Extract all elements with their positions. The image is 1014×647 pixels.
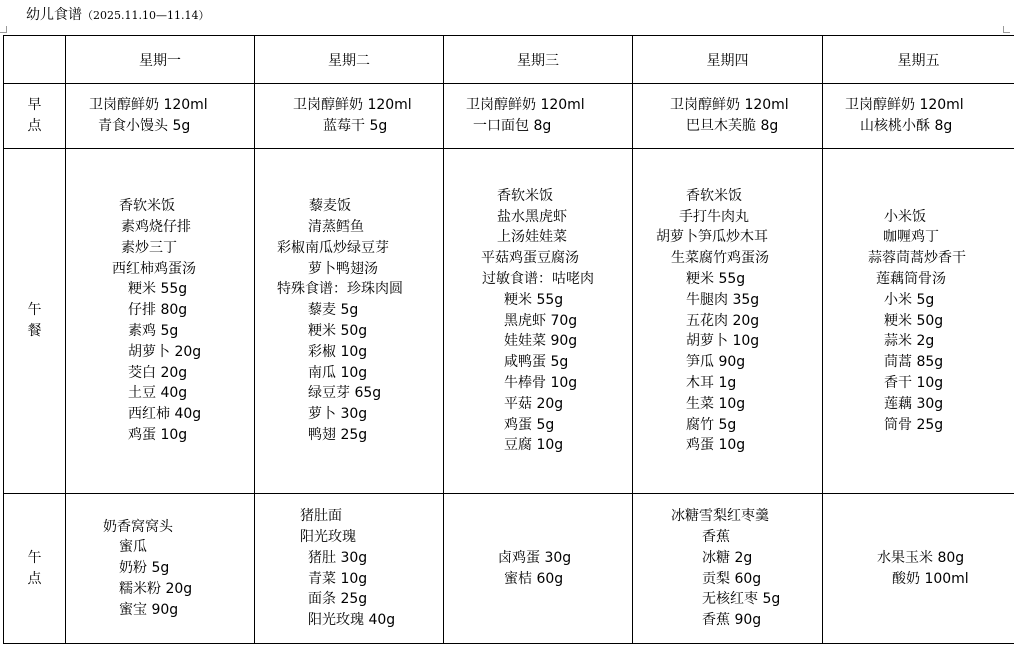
- header-row: [4, 36, 1014, 84]
- menu-line: 蓝莓干 5g: [323, 118, 388, 134]
- menu-line: 香软米饭: [686, 187, 742, 204]
- menu-line: 卫岗醇鲜奶 120ml: [845, 97, 964, 114]
- menu-line: 鸡蛋 5g: [504, 416, 555, 433]
- menu-line: 卫岗醇鲜奶 120ml: [89, 97, 208, 114]
- menu-line: 冰糖 2g: [702, 549, 753, 566]
- menu-line: 莲藕筒骨汤: [876, 271, 946, 287]
- menu-line: 青菜 10g: [308, 570, 368, 587]
- menu-line: 土豆 40g: [128, 385, 188, 402]
- menu-line: 腐竹 5g: [686, 416, 737, 433]
- menu-line: 咸鸭蛋 5g: [504, 354, 569, 371]
- menu-line: 特殊食谱：珍珠肉圆: [277, 281, 403, 298]
- menu-cell: [823, 84, 1014, 149]
- menu-line: 蒜蓉茼蒿炒香干: [868, 250, 966, 267]
- menu-line: 西红柿鸡蛋汤: [112, 260, 196, 277]
- menu-line: 香蕉: [702, 528, 730, 545]
- menu-line: 猪肚面: [300, 508, 342, 525]
- menu-cell: [255, 494, 444, 644]
- menu-line: 水果玉米 80g: [877, 549, 965, 566]
- menu-line: 萝卜鸭翅汤: [308, 260, 378, 277]
- menu-line: 盐水黑虎虾: [497, 208, 567, 225]
- menu-line: 无核红枣 5g: [702, 591, 781, 608]
- corner-cell: [4, 36, 66, 84]
- menu-line: 笋瓜 90g: [686, 354, 746, 371]
- day-header-thu: 星期四: [633, 36, 823, 84]
- menu-line: 巴旦木芙脆 8g: [686, 118, 779, 134]
- menu-line: 筒骨 25g: [884, 416, 944, 433]
- menu-line: 香蕉 90g: [702, 612, 762, 629]
- menu-line: 黑虎虾 70g: [504, 312, 578, 329]
- menu-line: 一口面包 8g: [473, 118, 552, 134]
- menu-line: 生菜腐竹鸡蛋汤: [671, 250, 769, 267]
- menu-line: 过敏食谱：咕咾肉: [482, 271, 594, 287]
- menu-line: 香软米饭: [497, 187, 553, 204]
- menu-cell: [66, 84, 255, 149]
- menu-line: 贡梨 60g: [702, 570, 762, 587]
- menu-line: 彩椒南瓜炒绿豆芽: [277, 239, 389, 256]
- weekly-menu-table: [3, 35, 1014, 644]
- menu-line: 香干 10g: [884, 374, 944, 391]
- menu-line: 胡萝卜笋瓜炒木耳: [656, 229, 768, 246]
- menu-cell: [823, 149, 1014, 494]
- page-corner-mark-left: [0, 26, 7, 33]
- menu-line: 素鸡烧仔排: [121, 219, 191, 236]
- menu-line: 面条 25g: [308, 591, 368, 608]
- menu-line: 莲藕 30g: [884, 395, 944, 412]
- menu-line: 绿豆芽 65g: [308, 385, 382, 402]
- menu-line: 阳光玫瑰 40g: [308, 612, 396, 629]
- menu-line: 粳米 50g: [884, 312, 944, 329]
- menu-line: 山核桃小酥 8g: [860, 118, 953, 134]
- menu-line: 卤鸡蛋 30g: [498, 549, 572, 566]
- menu-cell: [633, 494, 823, 644]
- menu-line: 粳米 55g: [504, 291, 564, 308]
- menu-line: 咖喱鸡丁: [883, 229, 939, 246]
- menu-line: 生菜 10g: [686, 395, 746, 412]
- meal-label-text: 午 点: [27, 549, 42, 587]
- menu-line: 奶粉 5g: [119, 560, 170, 577]
- menu-cell: [633, 84, 823, 149]
- menu-line: 香软米饭: [119, 198, 175, 215]
- menu-line: 平菇鸡蛋豆腐汤: [481, 250, 579, 267]
- menu-line: 小米 5g: [884, 291, 935, 308]
- menu-line: 粳米 55g: [686, 271, 746, 287]
- menu-line: 牛腿肉 35g: [686, 291, 760, 308]
- menu-line: 粳米 55g: [128, 281, 188, 298]
- day-header-mon: 星期一: [66, 36, 255, 84]
- meal-row-lunch: [4, 149, 1014, 494]
- menu-line: 蜜宝 90g: [119, 601, 179, 618]
- menu-line: 糯米粉 20g: [119, 580, 193, 597]
- day-header-fri: 星期五: [823, 36, 1014, 84]
- menu-line: 蜜桔 60g: [504, 570, 564, 587]
- menu-line: 猪肚 30g: [308, 549, 368, 566]
- menu-line: 南瓜 10g: [308, 364, 368, 381]
- menu-cell: [633, 149, 823, 494]
- menu-line: 娃娃菜 90g: [504, 333, 578, 350]
- menu-line: 卫岗醇鲜奶 120ml: [670, 97, 789, 114]
- document-title: [26, 4, 209, 24]
- meal-label-snack: [4, 494, 66, 644]
- menu-line: 藜麦饭: [309, 198, 351, 215]
- menu-line: 阳光玫瑰: [300, 528, 356, 545]
- meal-label-breakfast: [4, 84, 66, 149]
- menu-line: 豆腐 10g: [504, 437, 564, 454]
- title-text: 幼儿食谱: [26, 7, 82, 23]
- menu-line: 清蒸鳕鱼: [308, 219, 364, 236]
- menu-line: 鸭翅 25g: [308, 426, 368, 443]
- menu-line: 藜麦 5g: [308, 302, 359, 319]
- menu-line: 蜜瓜: [119, 539, 147, 556]
- menu-cell: [255, 149, 444, 494]
- menu-line: 西红柿 40g: [128, 406, 202, 423]
- meal-label-lunch: [4, 149, 66, 494]
- menu-cell: [444, 84, 633, 149]
- menu-line: 酸奶 100ml: [892, 570, 969, 587]
- menu-line: 卫岗醇鲜奶 120ml: [466, 97, 585, 114]
- menu-line: 奶香窝窝头: [103, 518, 173, 535]
- menu-cell: [255, 84, 444, 149]
- menu-line: 胡萝卜 20g: [128, 343, 202, 360]
- menu-cell: [444, 494, 633, 644]
- day-header-tue: 星期二: [255, 36, 444, 84]
- menu-line: 小米饭: [884, 208, 926, 225]
- menu-line: 木耳 1g: [686, 374, 737, 391]
- title-date-range: （2025.11.10—11.14）: [82, 9, 210, 22]
- menu-line: 平菇 20g: [504, 395, 564, 412]
- page-corner-mark-right: [1003, 26, 1010, 33]
- menu-line: 茭白 20g: [128, 364, 188, 381]
- menu-line: 胡萝卜 10g: [686, 333, 760, 350]
- menu-line: 手打牛肉丸: [679, 208, 749, 225]
- menu-cell: [823, 494, 1014, 644]
- menu-line: 牛棒骨 10g: [504, 374, 578, 391]
- menu-line: 素炒三丁: [121, 239, 177, 256]
- menu-line: 粳米 50g: [308, 323, 368, 339]
- menu-line: 冰糖雪梨红枣羹: [671, 508, 769, 525]
- menu-line: 鸡蛋 10g: [128, 426, 188, 443]
- menu-line: 卫岗醇鲜奶 120ml: [293, 97, 412, 114]
- menu-cell: [444, 149, 633, 494]
- meal-row-snack: [4, 494, 1014, 644]
- menu-line: 萝卜 30g: [308, 406, 368, 423]
- meal-label-text: 午 餐: [27, 302, 42, 339]
- menu-line: 上汤娃娃菜: [497, 229, 567, 246]
- menu-line: 仔排 80g: [128, 302, 188, 319]
- menu-line: 鸡蛋 10g: [686, 437, 746, 454]
- menu-cell: [66, 149, 255, 494]
- menu-line: 蒜米 2g: [884, 333, 935, 350]
- menu-line: 五花肉 20g: [686, 312, 760, 329]
- menu-cell: [66, 494, 255, 644]
- menu-line: 茼蒿 85g: [884, 354, 944, 371]
- menu-line: 素鸡 5g: [128, 323, 179, 339]
- meal-row-breakfast: [4, 84, 1014, 149]
- day-header-wed: 星期三: [444, 36, 633, 84]
- meal-label-text: 早 点: [27, 97, 42, 134]
- menu-line: 彩椒 10g: [308, 343, 368, 360]
- menu-line: 青食小馒头 5g: [98, 118, 191, 134]
